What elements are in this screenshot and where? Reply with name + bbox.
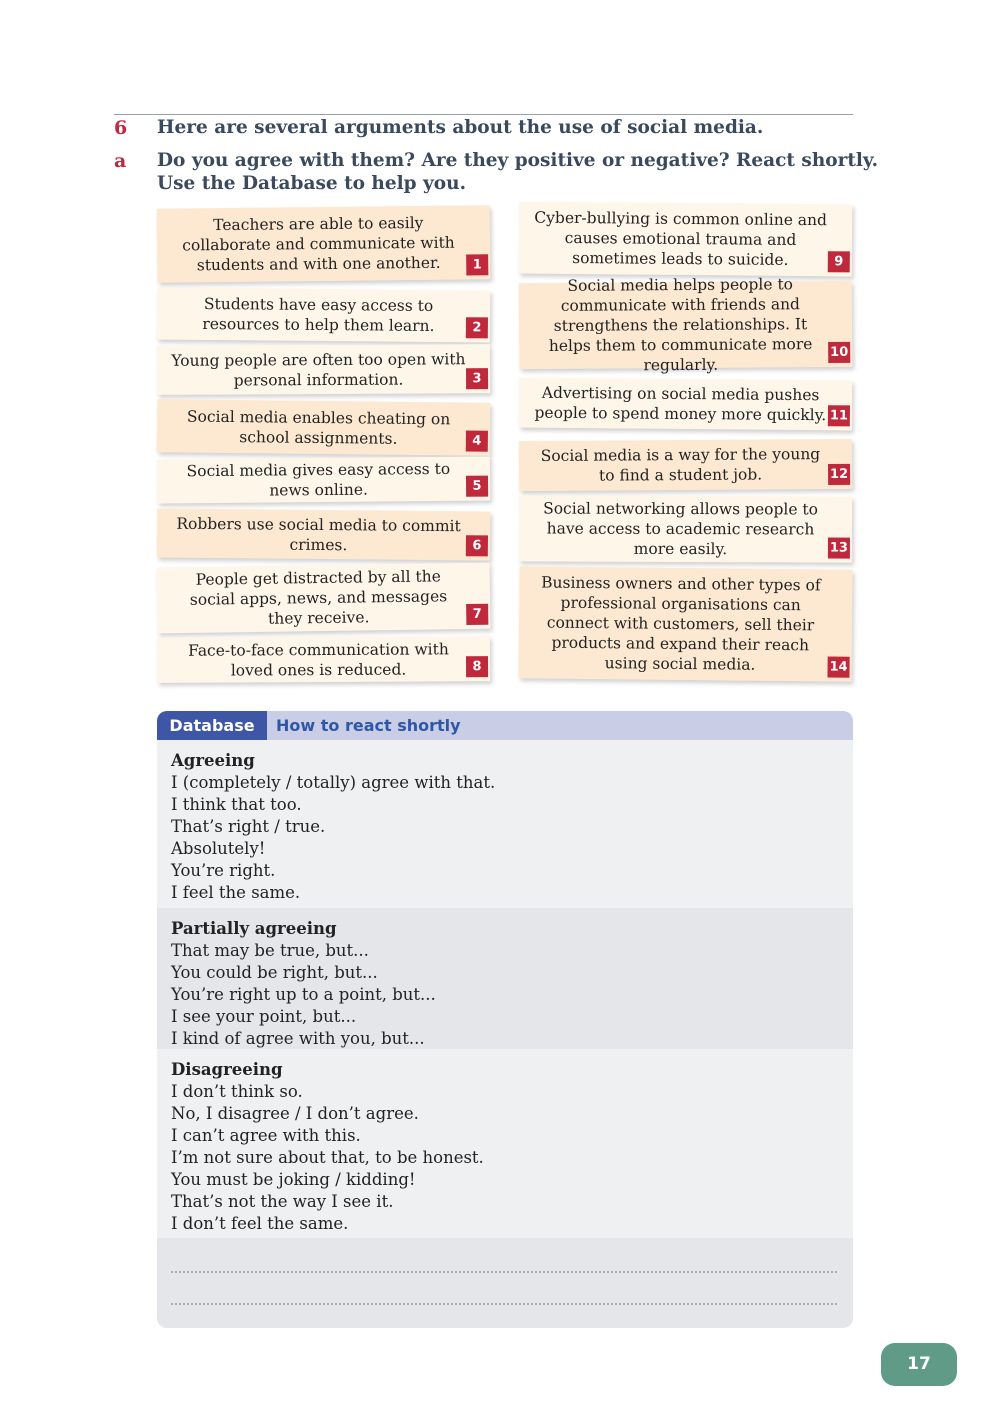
argument-card-9 (519, 202, 853, 277)
argument-text: Face-to-face communication with loved ones is reduced. (188, 639, 449, 679)
argument-card-2 (157, 288, 490, 343)
phrase: You’re right. (171, 861, 276, 880)
argument-number-badge: 4 (466, 430, 488, 451)
exercise-title: Here are several arguments about the use of social media. (157, 117, 764, 138)
argument-number-badge: 10 (828, 342, 850, 363)
argument-card-1 (157, 205, 491, 282)
argument-card-6 (157, 509, 490, 561)
section-disagreeing (157, 1049, 853, 1238)
argument-card-3 (157, 344, 490, 395)
instruction-line-2: Use the Database to help you. (157, 173, 467, 194)
phrase: You’re right up to a point, but... (171, 985, 436, 1004)
argument-number-badge: 13 (828, 537, 850, 558)
answer-line-2[interactable] (171, 1303, 837, 1305)
section-heading: Partially agreeing (171, 919, 337, 938)
phrase: You could be right, but... (171, 963, 378, 982)
section-partially-agreeing (157, 908, 853, 1049)
top-rule (114, 114, 853, 115)
phrase: I think that too. (171, 795, 302, 814)
argument-number-badge: 1 (466, 254, 488, 275)
argument-number-badge: 14 (827, 656, 849, 677)
phrase: I feel the same. (171, 883, 301, 902)
answer-area[interactable] (157, 1238, 853, 1328)
argument-card-8 (157, 636, 490, 683)
section-heading: Agreeing (171, 751, 255, 770)
phrase: That’s not the way I see it. (171, 1192, 394, 1211)
phrase: I can’t agree with this. (171, 1126, 361, 1145)
phrase: I (completely / totally) agree with that. (171, 773, 496, 792)
exercise-number: 6 (114, 117, 128, 139)
argument-card-13 (519, 495, 852, 562)
argument-card-14 (518, 566, 852, 681)
database-header (157, 711, 853, 740)
argument-text: Robbers use social media to commit crimes. (176, 514, 461, 554)
phrase: That may be true, but... (171, 941, 369, 960)
argument-number-badge: 5 (466, 476, 488, 497)
database-tag: Database (157, 711, 267, 740)
argument-card-11 (519, 378, 852, 431)
database-title: How to react shortly (276, 716, 461, 735)
phrase: Absolutely! (171, 839, 266, 858)
argument-text: Students have easy access to resources to help them learn. (202, 294, 435, 335)
instruction-line-1: Do you agree with them? Are they positive or negative? React shortly. (157, 150, 879, 171)
argument-text: Advertising on social media pushes people to spend money more quickly. (534, 383, 827, 425)
part-letter: a (114, 150, 127, 172)
argument-number-badge: 12 (828, 464, 850, 485)
phrase: That’s right / true. (171, 817, 326, 836)
phrase: I don’t think so. (171, 1082, 303, 1101)
argument-text: People get distracted by all the social apps, news, and messages they receive. (189, 567, 448, 628)
argument-text: Social media is a way for the young to find a student job. (540, 445, 821, 485)
argument-number-badge: 8 (466, 656, 488, 677)
argument-number-badge: 7 (466, 604, 488, 625)
phrase: You must be joking / kidding! (171, 1170, 416, 1189)
argument-card-12 (519, 439, 852, 491)
argument-number-badge: 3 (466, 368, 488, 389)
argument-text: Teachers are able to easily collaborate and communicate with students and with one another. (182, 213, 455, 275)
phrase: I’m not sure about that, to be honest. (171, 1148, 484, 1167)
answer-line-1[interactable] (171, 1271, 837, 1273)
argument-text: Cyber-bullying is common online and causes emotional trauma and sometimes leads to suicide. (534, 208, 828, 269)
page-number: 17 (881, 1343, 957, 1386)
argument-text: Young people are often too open with personal information. (171, 349, 466, 389)
section-agreeing (157, 740, 853, 908)
argument-card-7 (157, 563, 491, 634)
phrase: I see your point, but... (171, 1007, 357, 1026)
argument-number-badge: 2 (466, 317, 488, 338)
argument-text: Social media enables cheating on school assignments. (186, 407, 451, 448)
argument-card-10 (519, 275, 853, 375)
argument-number-badge: 11 (828, 405, 850, 426)
argument-text: Social media helps people to communicate with friends and strengthens the relationships. It helps them to communicate more regularly. (548, 275, 813, 375)
argument-text: Business owners and other types of professional organisations can connect with customers, sell their products and expand their reach using social media. (541, 573, 821, 674)
phrase: I kind of agree with you, but... (171, 1029, 425, 1048)
section-heading: Disagreeing (171, 1060, 283, 1079)
argument-card-4 (157, 399, 491, 455)
phrase: No, I disagree / I don’t agree. (171, 1104, 419, 1123)
database-box (157, 711, 853, 1328)
argument-text: Social networking allows people to have access to academic research more easily. (543, 499, 819, 559)
phrase: I don’t feel the same. (171, 1214, 349, 1233)
argument-number-badge: 6 (466, 535, 488, 556)
argument-number-badge: 9 (828, 251, 850, 272)
argument-text: Social media gives easy access to news online. (186, 459, 451, 500)
argument-card-5 (157, 457, 490, 504)
